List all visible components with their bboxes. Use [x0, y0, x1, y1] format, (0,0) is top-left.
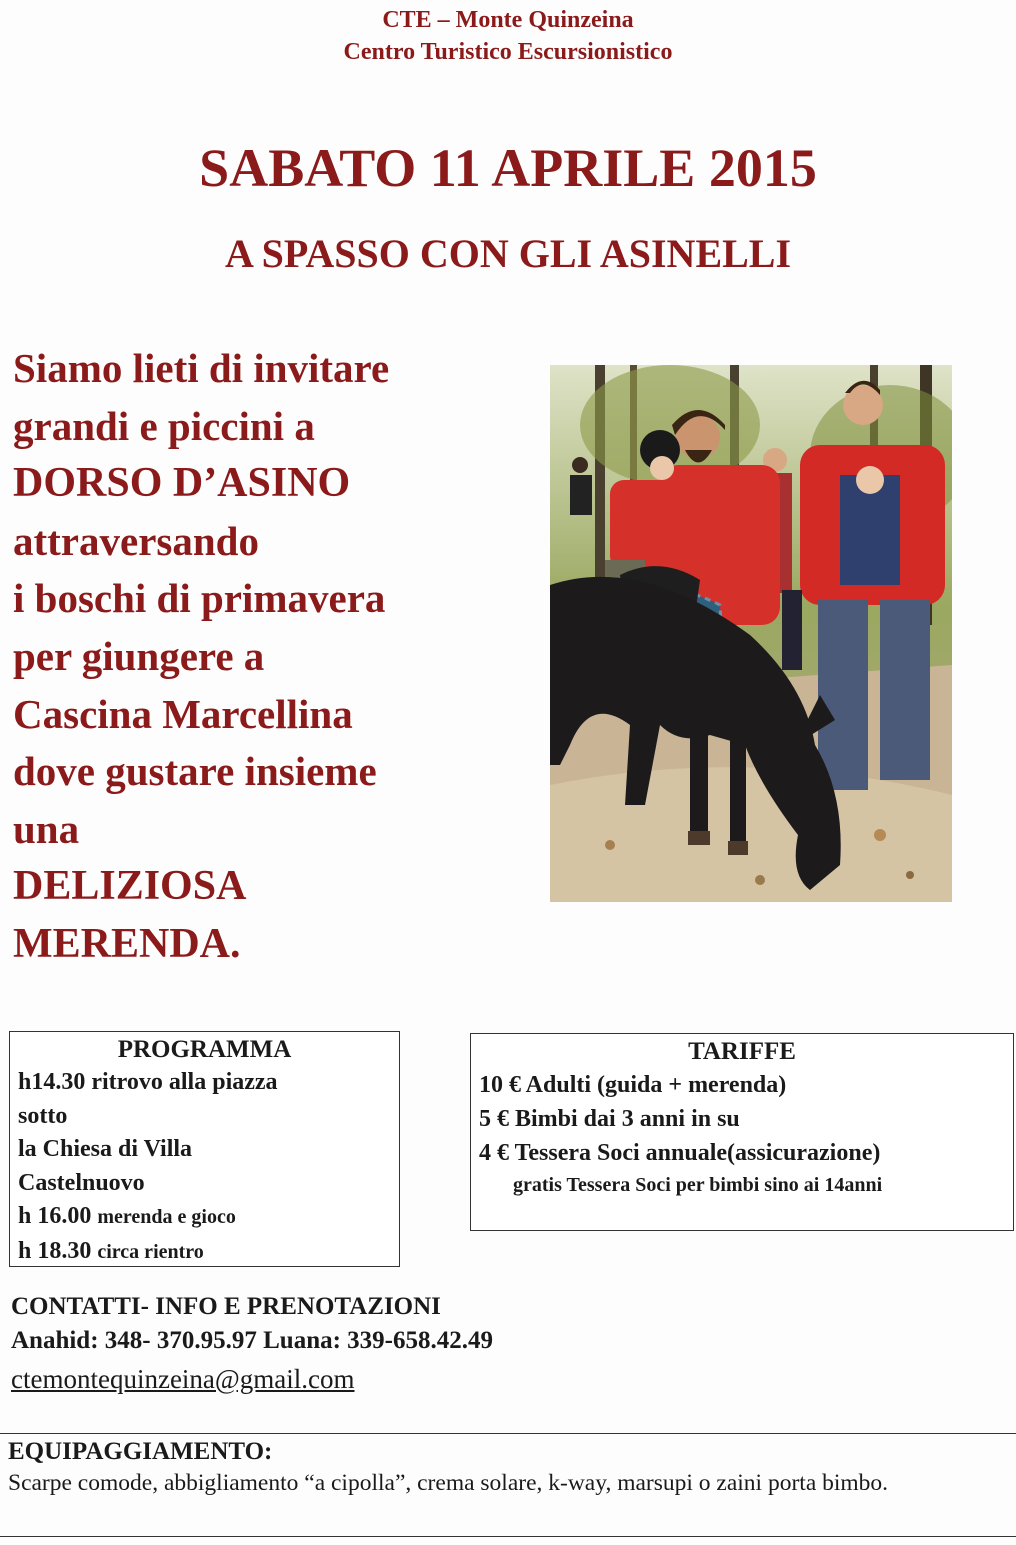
- programma-line: [18, 1200, 391, 1235]
- programma-title: PROGRAMMA: [117, 1036, 292, 1063]
- programma-line: [18, 1235, 391, 1270]
- equipment-text: Scarpe comode, abbigliamento “a cipolla”, crema solare, k-way, marsupi o zaini porta bimbo.: [8, 1470, 889, 1496]
- tariffa-line: 5 € Bimbi dai 3 anni in su: [479, 1106, 740, 1132]
- org-description: Centro Turistico Escursionistico: [343, 39, 673, 65]
- photo-illustration: [550, 365, 952, 902]
- tariffe-box: [470, 1033, 1014, 1231]
- equipment-section: [0, 1433, 1016, 1537]
- programma-box: [9, 1031, 400, 1267]
- contacts-phones: Anahid: 348- 370.95.97 Luana: 339-658.42.49: [11, 1327, 493, 1354]
- invitation-line: una: [13, 805, 80, 852]
- programma-line: h14.30 ritrovo alla piazza: [18, 1069, 278, 1095]
- invitation-line: DELIZIOSA: [13, 863, 247, 910]
- invitation-text: [13, 340, 543, 974]
- tariffe-title: TARIFFE: [688, 1038, 796, 1065]
- programma-time: h 18.30: [18, 1237, 92, 1264]
- programma-line: sotto: [18, 1102, 68, 1129]
- programma-line: la Chiesa di Villa: [18, 1136, 193, 1162]
- contacts-section: [11, 1290, 1001, 1398]
- invitation-line: MERENDA.: [13, 920, 241, 967]
- programma-line: Castelnuovo: [18, 1169, 145, 1196]
- event-title: A SPASSO CON GLI ASINELLI: [224, 231, 792, 276]
- tariffa-note: gratis Tessera Soci per bimbi sino ai 14anni: [513, 1174, 883, 1196]
- invitation-line: per giungere a: [13, 632, 265, 679]
- organization-header: [0, 4, 1016, 68]
- invitation-line: grandi e piccini a: [13, 402, 315, 449]
- donkey-ride-photo: [550, 365, 952, 902]
- event-date: SABATO 11 APRILE 2015: [199, 138, 817, 198]
- programma-activity: merenda e gioco: [97, 1206, 236, 1228]
- invitation-line: Siamo lieti di invitare: [13, 345, 390, 391]
- programma-activity: circa rientro: [97, 1240, 204, 1263]
- org-name: CTE – Monte Quinzeina: [382, 7, 634, 33]
- tariffa-line: 10 € Adulti (guida + merenda): [479, 1072, 787, 1098]
- equipment-title: EQUIPAGGIAMENTO:: [8, 1438, 273, 1465]
- programma-time: h 16.00: [18, 1203, 92, 1229]
- contacts-title: CONTATTI- INFO E PRENOTAZIONI: [11, 1293, 441, 1320]
- invitation-line: i boschi di primavera: [13, 575, 386, 622]
- contact-email-link[interactable]: ctemontequinzeina@gmail.com: [11, 1364, 355, 1394]
- invitation-line: dove gustare insieme: [13, 748, 377, 795]
- invitation-line: Cascina Marcellina: [13, 690, 353, 737]
- invitation-line: attraversando: [13, 517, 259, 564]
- invitation-line: DORSO D’ASINO: [13, 460, 351, 507]
- tariffa-line: 4 € Tessera Soci annuale(assicurazione): [479, 1140, 881, 1166]
